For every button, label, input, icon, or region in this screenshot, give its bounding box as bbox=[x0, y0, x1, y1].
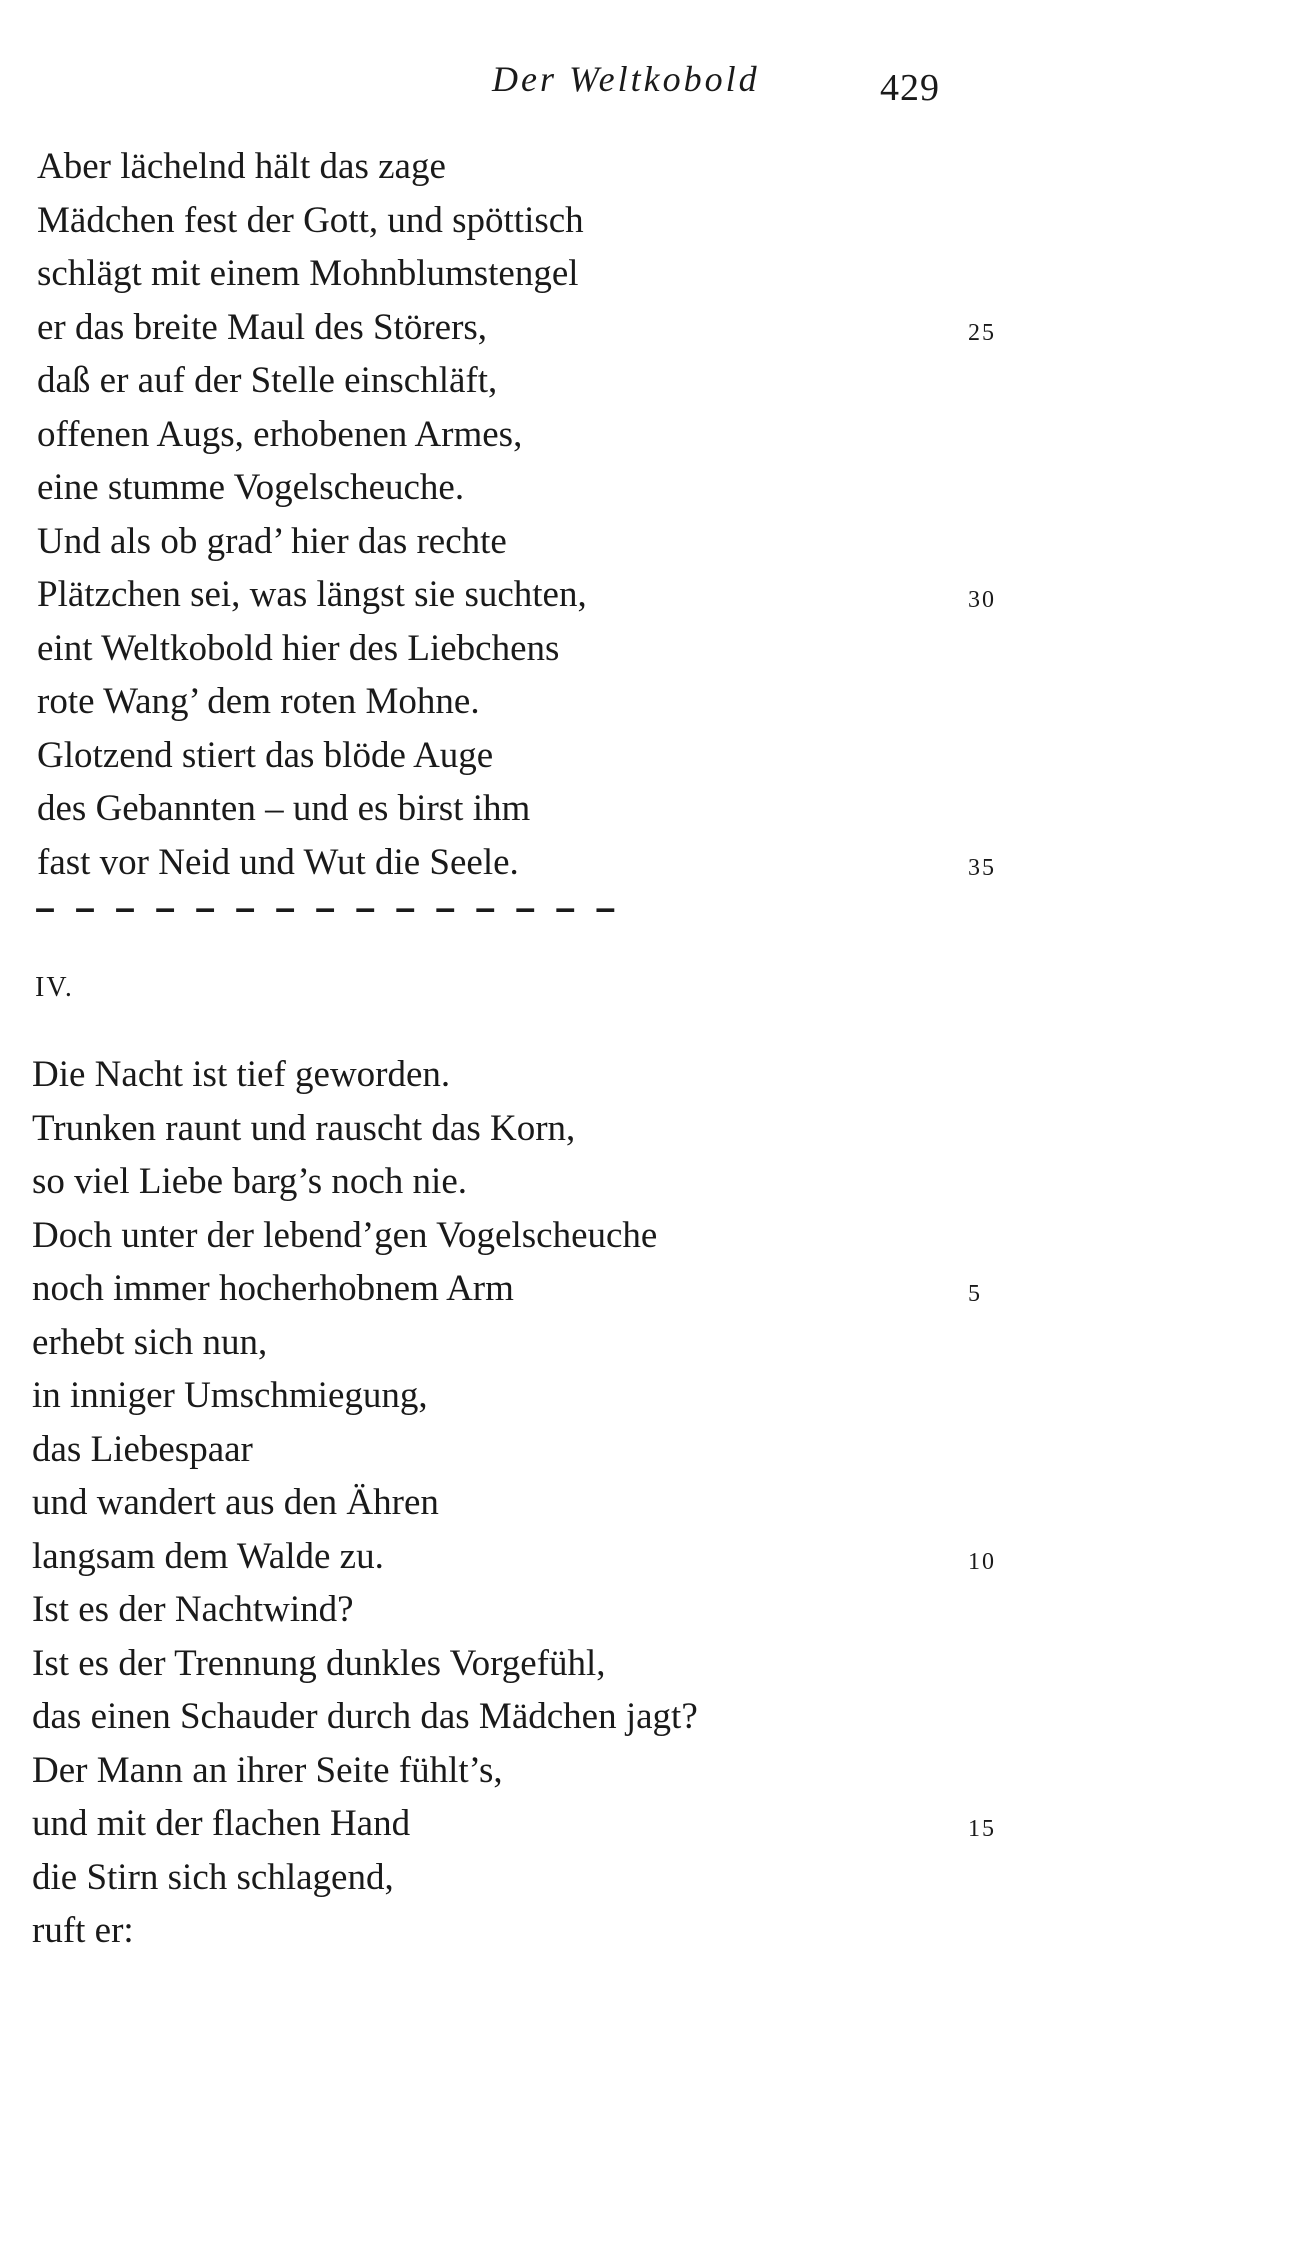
verse-line bbox=[0, 568, 1294, 622]
verse-text: eine stumme Vogelscheuche. bbox=[37, 467, 465, 508]
verse-line bbox=[0, 1637, 1294, 1691]
verse-line bbox=[0, 408, 1294, 462]
verse-text: Die Nacht ist tief geworden. bbox=[32, 1054, 451, 1095]
verse-line bbox=[0, 1476, 1294, 1530]
verse-text: in inniger Umschmiegung, bbox=[32, 1375, 428, 1416]
verse-text: Der Mann an ihrer Seite fühlt’s, bbox=[32, 1749, 503, 1791]
poem-section-four bbox=[0, 1048, 1294, 1958]
verse-line bbox=[0, 729, 1294, 783]
section-dash-rule: – – – – – – – – – – – – – – – bbox=[35, 887, 621, 928]
line-number: 10 bbox=[968, 1548, 996, 1575]
verse-line bbox=[0, 354, 1294, 408]
verse-text: das einen Schauder durch das Mädchen jagt? bbox=[32, 1696, 698, 1737]
verse-text: Mädchen fest der Gott, und spöttisch bbox=[37, 199, 584, 241]
verse-line bbox=[0, 836, 1294, 890]
verse-line bbox=[0, 1851, 1294, 1905]
verse-text: das Liebespaar bbox=[32, 1428, 253, 1470]
verse-line bbox=[0, 140, 1294, 194]
verse-line bbox=[0, 247, 1294, 301]
line-number: 30 bbox=[968, 587, 996, 613]
verse-text: Trunken raunt und rauscht das Korn, bbox=[32, 1107, 576, 1149]
verse-text: schlägt mit einem Mohnblumstengel bbox=[37, 253, 579, 294]
verse-text: Und als ob grad’ hier das rechte bbox=[37, 520, 507, 562]
verse-text: Glotzend stiert das blöde Auge bbox=[37, 734, 494, 776]
verse-line bbox=[0, 675, 1294, 729]
verse-text: Ist es der Trennung dunkles Vorgefühl, bbox=[32, 1642, 606, 1684]
verse-line bbox=[0, 782, 1294, 836]
verse-text: Plätzchen sei, was längst sie suchten, bbox=[37, 574, 587, 615]
verse-line bbox=[0, 194, 1294, 248]
line-number: 35 bbox=[968, 854, 996, 881]
verse-line bbox=[0, 515, 1294, 569]
verse-text: er das breite Maul des Störers, bbox=[37, 306, 488, 348]
verse-line bbox=[0, 1530, 1294, 1584]
verse-line bbox=[0, 1690, 1294, 1744]
verse-text: langsam dem Walde zu. bbox=[32, 1535, 384, 1577]
verse-line bbox=[0, 1262, 1294, 1316]
verse-text: Aber lächelnd hält das zage bbox=[37, 146, 446, 187]
verse-line bbox=[0, 1209, 1294, 1263]
verse-line bbox=[0, 1423, 1294, 1477]
line-number: 15 bbox=[968, 1816, 996, 1842]
page-number: 429 bbox=[880, 67, 940, 109]
line-number: 5 bbox=[968, 1281, 982, 1307]
verse-line bbox=[0, 461, 1294, 515]
verse-text: offenen Augs, erhobenen Armes, bbox=[37, 413, 523, 455]
verse-line bbox=[0, 1316, 1294, 1370]
verse-text: eint Weltkobold hier des Liebchens bbox=[37, 627, 560, 669]
verse-text: ruft er: bbox=[32, 1910, 134, 1951]
verse-text: daß er auf der Stelle einschläft, bbox=[37, 360, 498, 401]
verse-line bbox=[0, 1155, 1294, 1209]
verse-line bbox=[0, 1048, 1294, 1102]
verse-line bbox=[0, 1797, 1294, 1851]
verse-text: noch immer hocherhobnem Arm bbox=[32, 1268, 514, 1309]
verse-line bbox=[0, 301, 1294, 355]
verse-text: Ist es der Nachtwind? bbox=[32, 1589, 354, 1630]
verse-text: die Stirn sich schlagend, bbox=[32, 1856, 394, 1898]
verse-line bbox=[0, 1369, 1294, 1423]
poem-section-three bbox=[0, 140, 1294, 889]
verse-text: Doch unter der lebend’gen Vogelscheuche bbox=[32, 1214, 658, 1256]
verse-text: erhebt sich nun, bbox=[32, 1321, 268, 1363]
verse-text: und wandert aus den Ähren bbox=[32, 1482, 439, 1523]
verse-line bbox=[0, 1904, 1294, 1958]
verse-line bbox=[0, 1744, 1294, 1798]
section-numeral: IV. bbox=[35, 972, 74, 1003]
running-title: Der Weltkobold bbox=[492, 59, 760, 99]
verse-text: so viel Liebe barg’s noch nie. bbox=[32, 1161, 467, 1202]
verse-text: rote Wang’ dem roten Mohne. bbox=[37, 681, 480, 722]
verse-line bbox=[0, 622, 1294, 676]
verse-text: fast vor Neid und Wut die Seele. bbox=[37, 841, 519, 883]
verse-line bbox=[0, 1583, 1294, 1637]
line-number: 25 bbox=[968, 319, 996, 346]
verse-line bbox=[0, 1102, 1294, 1156]
verse-text: des Gebannten – und es birst ihm bbox=[37, 788, 531, 829]
verse-text: und mit der flachen Hand bbox=[32, 1803, 411, 1844]
